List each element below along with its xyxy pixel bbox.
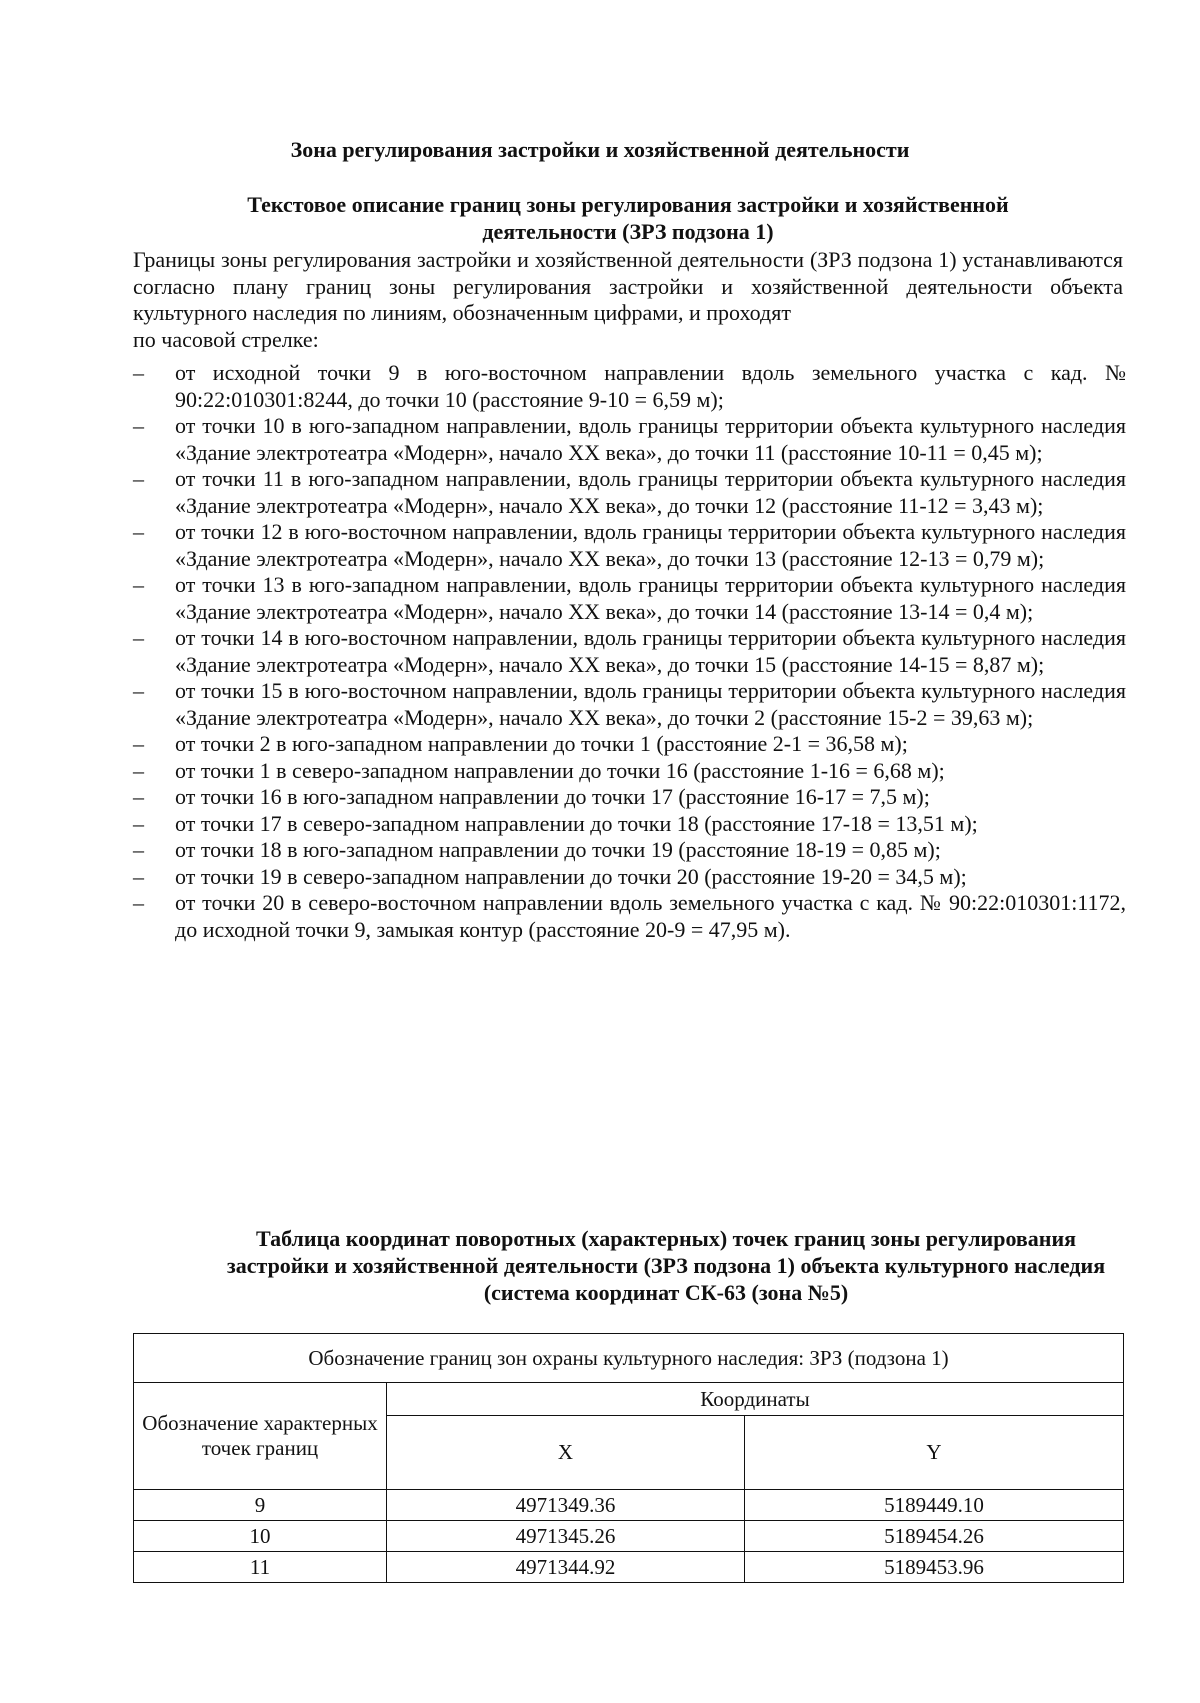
cell-x: 4971344.92 — [387, 1552, 745, 1583]
list-item-text: от точки 2 в юго-западном направлении до точки 1 (расстояние 2-1 = 36,58 м); — [175, 731, 908, 756]
list-dash: – — [133, 625, 144, 650]
list-item-text: от исходной точки 9 в юго-восточном направлении вдоль земельного участка с кад. № 90:22:010301:8244, до точки 10 (расстояние 9-10 = 6,59 м); — [175, 360, 1126, 412]
table-caption: Обозначение границ зон охраны культурного наследия: ЗРЗ (подзона 1) — [134, 1334, 1124, 1383]
list-item-text: от точки 11 в юго-западном направлении, вдоль границы территории объекта культурного наследия «Здание электротеатра «Модерн», начало XX века», до точки 12 (расстояние 11-12 = 3,43 м); — [175, 466, 1126, 518]
list-dash: – — [133, 678, 144, 703]
cell-y: 5189453.96 — [745, 1552, 1124, 1583]
list-item — [133, 731, 1126, 758]
table-caption-row — [134, 1334, 1124, 1383]
list-dash: – — [133, 810, 144, 836]
section-title: Текстовое описание границ зоны регулирования застройки и хозяйственной деятельности (ЗРЗ подзона 1) — [247, 192, 1009, 244]
list-item — [133, 413, 1126, 466]
cell-x: 4971345.26 — [387, 1521, 745, 1552]
list-dash: – — [133, 784, 144, 809]
header-points: Обозначение характерных точек границ — [134, 1383, 387, 1490]
intro-text: Границы зоны регулирования застройки и хозяйственной деятельности (ЗРЗ подзона 1) устанавливаются согласно плану границ зоны регулирования застройки и хозяйственной деятельности объекта культурного наследия по линиям, обозначенным цифрами, и проходят — [133, 247, 1123, 325]
coordinates-table — [133, 1333, 1124, 1583]
table-title: Таблица координат поворотных (характерных) точек границ зоны регулирования застройки и хозяйственной деятельности (ЗРЗ подзона 1) объекта культурного наследия (система координат СК-63 (зона №5) — [226, 1226, 1106, 1305]
list-item-text: от точки 20 в северо-восточном направлении вдоль земельного участка с кад. № 90:22:010301:1172, до исходной точки 9, замыкая контур (расстояние 20-9 = 47,95 м). — [175, 890, 1126, 942]
list-dash: – — [133, 466, 144, 491]
list-item — [133, 572, 1126, 625]
list-dash: – — [133, 890, 144, 915]
list-item — [133, 519, 1126, 572]
table-header-row — [134, 1383, 1124, 1416]
intro-paragraph — [133, 247, 1123, 353]
list-item — [133, 837, 1126, 864]
list-dash: – — [133, 837, 144, 862]
list-dash: – — [133, 863, 144, 889]
list-dash: – — [133, 731, 144, 756]
cell-point: 11 — [134, 1552, 387, 1583]
header-x: X — [387, 1416, 745, 1490]
list-item-text: от точки 15 в юго-восточном направлении, вдоль границы территории объекта культурного наследия «Здание электротеатра «Модерн», начало XX века», до точки 2 (расстояние 15-2 = 39,63 м); — [175, 678, 1126, 730]
list-item — [133, 864, 1126, 891]
list-dash: – — [133, 757, 144, 783]
cell-y: 5189454.26 — [745, 1521, 1124, 1552]
list-item-text: от точки 18 в юго-западном направлении до точки 19 (расстояние 18-19 = 0,85 м); — [175, 837, 941, 862]
intro-text-end: по часовой стрелке: — [133, 326, 319, 352]
list-item — [133, 625, 1126, 678]
list-item-text: от точки 17 в северо-западном направлении до точки 18 (расстояние 17-18 = 13,51 м); — [175, 810, 978, 836]
list-dash: – — [133, 519, 144, 544]
list-item-text: от точки 19 в северо-западном направлении до точки 20 (расстояние 19-20 = 34,5 м); — [175, 863, 967, 889]
table-row — [134, 1521, 1124, 1552]
list-dash: – — [133, 572, 144, 597]
header-y: Y — [745, 1416, 1124, 1490]
cell-y: 5189449.10 — [745, 1490, 1124, 1521]
page-title: Зона регулирования застройки и хозяйственной деятельности — [290, 137, 910, 162]
list-item — [133, 784, 1126, 811]
table-row — [134, 1490, 1124, 1521]
list-item-text: от точки 13 в юго-западном направлении, вдоль границы территории объекта культурного наследия «Здание электротеатра «Модерн», начало XX века», до точки 14 (расстояние 13-14 = 0,4 м); — [175, 572, 1126, 624]
list-item-text: от точки 12 в юго-восточном направлении, вдоль границы территории объекта культурного наследия «Здание электротеатра «Модерн», начало XX века», до точки 13 (расстояние 12-13 = 0,79 м); — [175, 519, 1126, 571]
list-item — [133, 758, 1126, 785]
list-item — [133, 890, 1126, 943]
cell-point: 10 — [134, 1521, 387, 1552]
list-item — [133, 678, 1126, 731]
list-item-text: от точки 10 в юго-западном направлении, вдоль границы территории объекта культурного наследия «Здание электротеатра «Модерн», начало XX века», до точки 11 (расстояние 10-11 = 0,45 м); — [175, 413, 1126, 465]
list-dash: – — [133, 360, 144, 385]
list-item — [133, 811, 1126, 838]
cell-point: 9 — [134, 1490, 387, 1521]
boundary-description-list — [133, 360, 1126, 943]
cell-x: 4971349.36 — [387, 1490, 745, 1521]
table-row — [134, 1552, 1124, 1583]
list-item-text: от точки 16 в юго-западном направлении до точки 17 (расстояние 16-17 = 7,5 м); — [175, 784, 930, 809]
header-coordinates: Координаты — [387, 1383, 1124, 1416]
list-item-text: от точки 14 в юго-восточном направлении, вдоль границы территории объекта культурного наследия «Здание электротеатра «Модерн», начало XX века», до точки 15 (расстояние 14-15 = 8,87 м); — [175, 625, 1126, 677]
list-dash: – — [133, 413, 144, 438]
list-item — [133, 466, 1126, 519]
list-item — [133, 360, 1126, 413]
list-item-text: от точки 1 в северо-западном направлении до точки 16 (расстояние 1-16 = 6,68 м); — [175, 757, 945, 783]
